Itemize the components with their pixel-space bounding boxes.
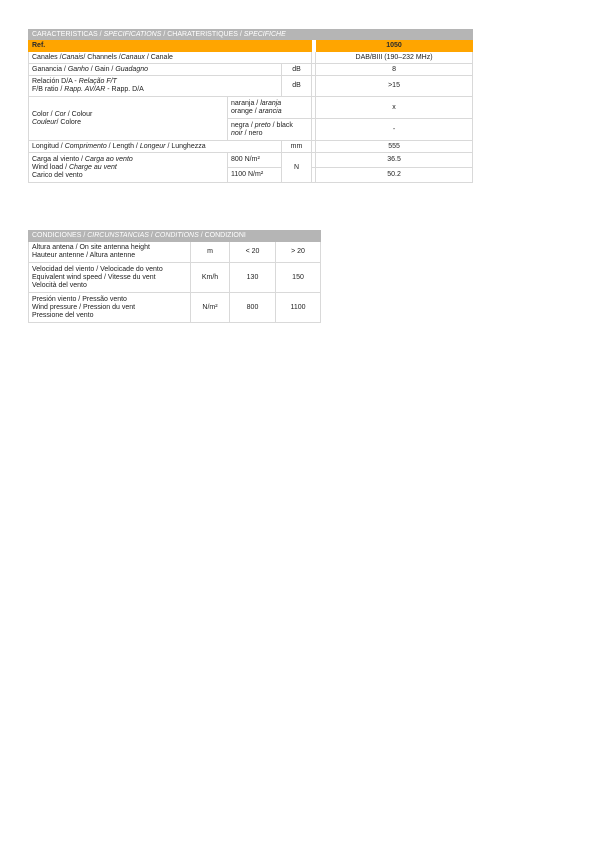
fb-ratio-unit: dB	[282, 76, 312, 97]
wind-load-value-1100: 50.2	[316, 168, 473, 183]
specifications-header: CARACTERISTICAS / SPECIFICATIONS / CHARATERISTIQUES / SPECIFICHE	[29, 30, 473, 40]
wind-speed-label: Velocidad del viento / Velocicade do vento Equivalent wind speed / Vitesse du vent Velocità del vento	[29, 263, 191, 293]
channels-label: Canales /Canais/ Channels /Canaux / Canale	[29, 52, 312, 64]
fb-ratio-value: >15	[316, 76, 473, 97]
wind-speed-unit: Km/h	[191, 263, 230, 293]
channels-value: DAB/BIII (190–232 MHz)	[316, 52, 473, 64]
wind-load-unit: N	[282, 153, 312, 183]
color-orange-value: x	[316, 97, 473, 119]
wind-load-value-800: 36.5	[316, 153, 473, 168]
color-black-label: negra / preto / black noir / nero	[228, 119, 312, 141]
specifications-table	[28, 29, 473, 183]
wind-load-row-1	[29, 153, 473, 168]
fb-ratio-row	[29, 76, 473, 97]
channels-row	[29, 52, 473, 64]
reference-label: Ref.	[29, 40, 312, 52]
conditions-table	[28, 230, 321, 323]
wind-pressure-high: 1100	[276, 293, 321, 323]
wind-load-label: Carga al viento / Carga ao vento Wind load / Charge au vent Carico del vento	[29, 153, 228, 183]
height-unit: m	[191, 242, 230, 263]
length-value: 555	[316, 141, 473, 153]
wind-pressure-low: 800	[230, 293, 276, 323]
color-orange-row	[29, 97, 473, 119]
length-unit: mm	[282, 141, 312, 153]
wind-pressure-label: Presión viento / Pressão vento Wind pressure / Pression du vent Pressione del vento	[29, 293, 191, 323]
gain-row	[29, 64, 473, 76]
color-black-value: -	[316, 119, 473, 141]
wind-speed-high: 150	[276, 263, 321, 293]
wind-pressure-800: 800 N/m²	[228, 153, 282, 168]
height-label: Altura antena / On site antenna height Hauteur antenne / Altura antenne	[29, 242, 191, 263]
height-high: > 20	[276, 242, 321, 263]
length-label: Longitud / Comprimento / Length / Longeur / Lunghezza	[29, 141, 282, 153]
conditions-header-row	[29, 231, 321, 242]
gain-value: 8	[316, 64, 473, 76]
specifications-header-row	[29, 30, 473, 40]
height-row	[29, 242, 321, 263]
gain-unit: dB	[282, 64, 312, 76]
wind-pressure-1100: 1100 N/m²	[228, 168, 282, 183]
wind-speed-row	[29, 263, 321, 293]
wind-speed-low: 130	[230, 263, 276, 293]
conditions-header: CONDICIONES / CIRCUNSTANCIAS / CONDITIONS / CONDIZIONI	[29, 231, 321, 242]
reference-value: 1050	[316, 40, 473, 52]
height-low: < 20	[230, 242, 276, 263]
color-label: Color / Cor / Colour Couleur/ Colore	[29, 97, 228, 141]
length-row	[29, 141, 473, 153]
wind-pressure-row	[29, 293, 321, 323]
color-orange-label: naranja / laranja orange / arancia	[228, 97, 312, 119]
reference-row	[29, 40, 473, 52]
fb-ratio-label: Relación D/A - Relação F/T F/B ratio / Rapp. AV/AR - Rapp. D/A	[29, 76, 282, 97]
gain-label: Ganancia / Ganho / Gain / Guadagno	[29, 64, 282, 76]
wind-pressure-unit: N/m²	[191, 293, 230, 323]
